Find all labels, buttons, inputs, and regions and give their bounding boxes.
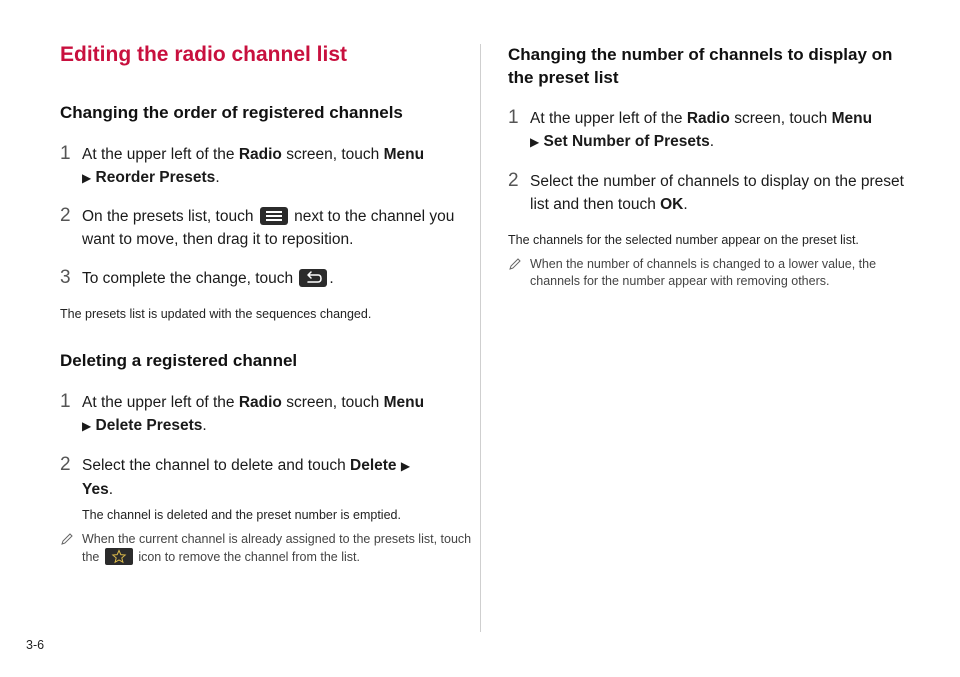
column-divider: [480, 44, 481, 632]
punct: .: [202, 417, 207, 434]
reorder-note: The presets list is updated with the sequences changed.: [60, 307, 372, 321]
back-arrow-icon: [299, 269, 327, 287]
set-number-of-presets-label: Set Number of Presets: [543, 133, 710, 150]
delete-presets-label: Delete Presets: [95, 417, 203, 434]
step-text: Select the number of channels to display on the preset list and then touch: [530, 173, 904, 213]
step-number: 2: [508, 170, 519, 191]
reorder-presets-label: Reorder Presets: [95, 169, 216, 186]
step-text: screen, touch: [281, 146, 384, 163]
tip-text: When the current channel is already assigned to the presets list, touch the: [82, 532, 472, 564]
menu-label: Menu: [383, 146, 425, 163]
arrow-icon: ▶: [82, 171, 92, 185]
step-number: 1: [60, 143, 71, 164]
menu-label: Menu: [383, 394, 425, 411]
step-delete-1: [60, 391, 477, 438]
pencil-note-icon: [508, 257, 522, 271]
punct: .: [215, 169, 220, 186]
radio-label: Radio: [238, 146, 282, 163]
step-text: next to the channel you want to move, then drag it to reposition.: [82, 208, 455, 248]
step-text: At the upper left of the: [82, 146, 239, 163]
delete-label: Delete: [350, 457, 397, 474]
page-number: 3-6: [26, 638, 45, 652]
punct: .: [108, 481, 114, 498]
step-number: 1: [508, 107, 519, 128]
step-number-1: [508, 107, 925, 154]
arrow-icon: ▶: [530, 135, 540, 149]
menu-label: Menu: [831, 110, 873, 127]
punct: .: [683, 196, 688, 213]
step-reorder-2: [60, 205, 477, 251]
step-delete-2: [60, 454, 477, 501]
section-heading-number: Changing the number of channels to display on the preset list: [508, 45, 893, 87]
step-number: 3: [60, 267, 71, 288]
step-text: At the upper left of the: [530, 110, 687, 127]
page-title: Editing the radio channel list: [60, 43, 348, 66]
radio-label: Radio: [238, 394, 282, 411]
ok-label: OK: [660, 196, 684, 213]
tip-text: icon to remove the channel from the list.: [134, 550, 360, 564]
radio-label: Radio: [686, 110, 730, 127]
number-tip: [508, 256, 920, 290]
number-note: The channels for the selected number appear on the preset list.: [508, 233, 859, 247]
step-number: 1: [60, 391, 71, 412]
punct: .: [709, 133, 715, 150]
reorder-handle-icon: [260, 207, 288, 225]
step-text: To complete the change, touch: [82, 270, 298, 287]
step-reorder-1: [60, 143, 477, 190]
step-text: At the upper left of the: [82, 394, 239, 411]
punct: .: [329, 270, 334, 287]
step-text: screen, touch: [729, 110, 832, 127]
step-text: Select the channel to delete and touch: [82, 457, 351, 474]
arrow-icon: ▶: [400, 459, 411, 473]
step-text: screen, touch: [281, 394, 384, 411]
tip-text: When the number of channels is changed to a lower value, the channels for the number appear with removing others.: [530, 257, 877, 288]
section-heading-reorder: Changing the order of registered channels: [60, 103, 403, 122]
star-icon: [105, 548, 133, 565]
yes-label: Yes: [82, 481, 109, 498]
step-number-2: [508, 170, 910, 216]
step-number: 2: [60, 205, 71, 226]
arrow-icon: ▶: [82, 419, 92, 433]
pencil-note-icon: [60, 532, 74, 546]
delete-note: The channel is deleted and the preset number is emptied.: [82, 508, 401, 522]
step-reorder-3: [60, 267, 477, 290]
section-heading-delete: Deleting a registered channel: [60, 351, 298, 370]
delete-tip: [60, 531, 472, 566]
step-number: 2: [60, 454, 71, 475]
step-text: On the presets list, touch: [82, 208, 258, 225]
